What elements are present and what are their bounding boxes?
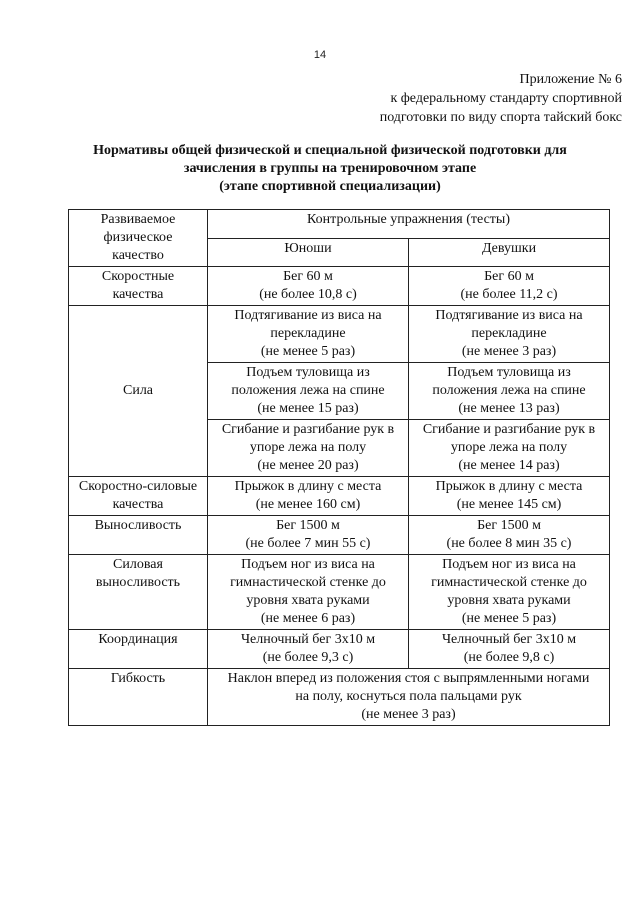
norm-text: Бег 60 м	[484, 269, 534, 284]
girls-norm-cell	[409, 420, 610, 477]
boys-norm-cell	[208, 306, 409, 363]
table-row	[69, 477, 610, 516]
document-title	[60, 142, 600, 196]
norm-text: Прыжок в длину с места	[234, 479, 382, 494]
norm-text: (не более 7 мин 55 с)	[245, 536, 371, 551]
boys-norm-cell	[208, 516, 409, 555]
table-row	[69, 669, 610, 726]
norm-text: (не менее 5 раз)	[461, 611, 557, 626]
norm-text: Подъем туловища из	[447, 365, 571, 380]
norm-text: на полу, коснуться пола пальцами рук	[295, 689, 522, 704]
page-number: 14	[313, 49, 327, 61]
norm-text: (не более 10,8 с)	[259, 287, 357, 302]
norm-text: (не более 11,2 с)	[460, 287, 558, 302]
norm-text: (не менее 14 раз)	[458, 458, 560, 473]
shared-norm-cell	[208, 669, 610, 726]
quality-text: качества	[112, 497, 164, 512]
norm-text: Бег 1500 м	[477, 518, 541, 533]
norm-text: Бег 60 м	[283, 269, 333, 284]
appendix-header	[380, 70, 622, 127]
header-girls-cell: Девушки	[409, 238, 610, 267]
quality-text: Координация	[98, 632, 178, 647]
appendix-line: Приложение № 6	[519, 72, 622, 87]
header-tests-cell: Контрольные упражнения (тесты)	[208, 210, 610, 239]
norm-text: перекладине	[471, 326, 547, 341]
quality-cell	[69, 516, 208, 555]
quality-cell	[69, 555, 208, 630]
quality-text: Скоростные	[101, 269, 175, 284]
norm-text: (не более 8 мин 35 с)	[446, 536, 572, 551]
girls-norm-cell	[409, 267, 610, 306]
norm-text: (не более 9,3 с)	[262, 650, 354, 665]
norm-text: Челночный бег 3x10 м	[240, 632, 376, 647]
quality-cell	[69, 630, 208, 669]
quality-text: Скоростно-силовые	[78, 479, 198, 494]
norm-text: положения лежа на спине	[432, 383, 586, 398]
table-row	[69, 267, 610, 306]
norm-text: Бег 1500 м	[276, 518, 340, 533]
girls-norm-cell	[409, 630, 610, 669]
header-quality-text: физическое	[103, 230, 173, 245]
girls-norm-cell	[409, 363, 610, 420]
norm-text: Подъем туловища из	[246, 365, 370, 380]
girls-norm-cell	[409, 555, 610, 630]
boys-norm-cell	[208, 630, 409, 669]
table-row	[69, 630, 610, 669]
norm-text: (не менее 3 раз)	[361, 707, 456, 722]
boys-norm-cell	[208, 363, 409, 420]
title-line: (этапе спортивной специализации)	[219, 179, 441, 194]
girls-norm-cell	[409, 306, 610, 363]
norm-text: Подъем ног из виса на	[241, 557, 375, 572]
norm-text: уровня хвата руками	[447, 593, 571, 608]
quality-cell	[69, 477, 208, 516]
norm-text: Челночный бег 3x10 м	[441, 632, 577, 647]
norm-text: (не менее 5 раз)	[260, 344, 356, 359]
norm-text: Сгибание и разгибание рук в	[221, 422, 395, 437]
girls-norm-cell	[409, 516, 610, 555]
boys-norm-cell	[208, 477, 409, 516]
quality-text: Выносливость	[94, 518, 182, 533]
norm-text: Подтягивание из виса на	[234, 308, 382, 323]
norm-text: гимнастической стенке до	[230, 575, 386, 590]
girls-norm-cell	[409, 477, 610, 516]
quality-text: Сила	[122, 383, 154, 398]
header-boys-cell: Юноши	[208, 238, 409, 267]
norm-text: (не более 9,8 с)	[463, 650, 555, 665]
norm-text: упоре лежа на полу	[249, 440, 367, 455]
standards-table	[68, 209, 610, 726]
table-row	[69, 306, 610, 363]
table-header-row	[69, 210, 610, 239]
norm-text: упоре лежа на полу	[450, 440, 568, 455]
norm-text: перекладине	[270, 326, 346, 341]
norm-text: (не менее 6 раз)	[260, 611, 356, 626]
header-quality-text: качество	[112, 248, 164, 263]
header-quality-text: Развиваемое	[100, 212, 176, 227]
quality-cell	[69, 306, 208, 477]
table-row	[69, 555, 610, 630]
boys-norm-cell	[208, 267, 409, 306]
norm-text: (не менее 160 см)	[255, 497, 361, 512]
table-row	[69, 516, 610, 555]
norm-text: Наклон вперед из положения стоя с выпрямленными ногами	[227, 671, 590, 686]
title-line: зачисления в группы на тренировочном этапе	[183, 161, 477, 176]
norm-text: гимнастической стенке до	[431, 575, 587, 590]
norm-text: Подтягивание из виса на	[435, 308, 583, 323]
norm-text: Подъем ног из виса на	[442, 557, 576, 572]
boys-norm-cell	[208, 555, 409, 630]
quality-cell	[69, 267, 208, 306]
title-line: Нормативы общей физической и специальной физической подготовки для	[93, 143, 567, 158]
appendix-line: к федеральному стандарту спортивной	[390, 91, 622, 106]
quality-cell	[69, 669, 208, 726]
quality-text: Силовая	[113, 557, 163, 572]
appendix-line: подготовки по виду спорта тайский бокс	[379, 110, 622, 125]
norm-text: (не менее 3 раз)	[461, 344, 557, 359]
quality-text: качества	[112, 287, 164, 302]
norm-text: (не менее 20 раз)	[257, 458, 359, 473]
norm-text: Прыжок в длину с места	[435, 479, 583, 494]
norm-text: (не менее 145 см)	[456, 497, 562, 512]
norm-text: Сгибание и разгибание рук в	[422, 422, 596, 437]
norm-text: (не менее 13 раз)	[458, 401, 560, 416]
quality-text: Гибкость	[110, 671, 166, 686]
boys-norm-cell	[208, 420, 409, 477]
norm-text: положения лежа на спине	[231, 383, 385, 398]
header-quality-cell	[69, 210, 208, 267]
norm-text: (не менее 15 раз)	[257, 401, 359, 416]
norm-text: уровня хвата руками	[246, 593, 370, 608]
quality-text: выносливость	[95, 575, 181, 590]
